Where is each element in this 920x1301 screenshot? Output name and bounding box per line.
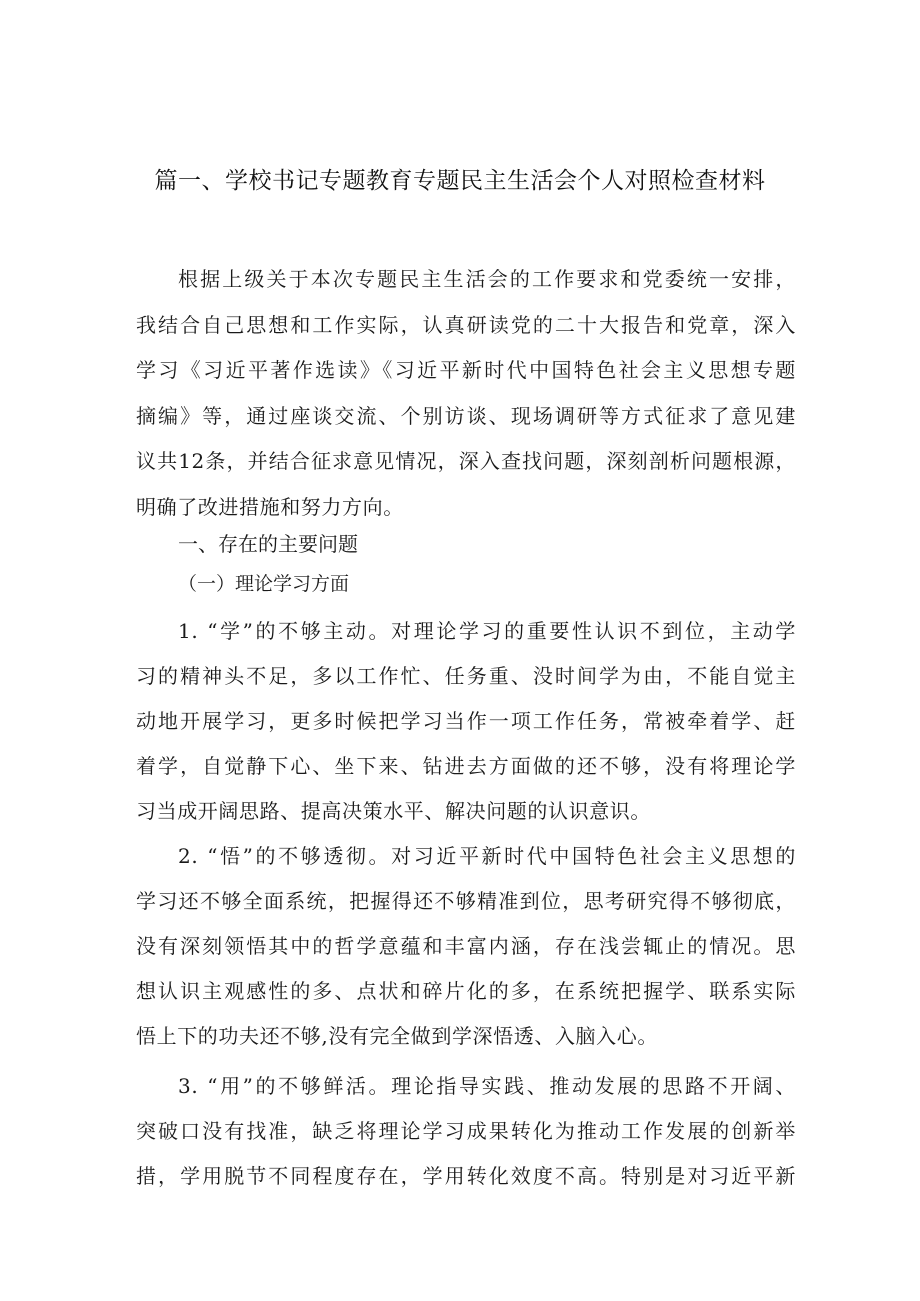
intro-line-4: 摘编》等，通过座谈交流、个别访谈、现场调研等方式征求了意见建: [136, 404, 796, 428]
intro-line-6: 明确了改进措施和努力方向。: [136, 495, 404, 519]
intro-line-1: 根据上级关于本次专题民主生活会的工作要求和党委统一安排，: [178, 267, 796, 291]
intro-line-5: 议共12条，并结合征求意见情况，深入查找问题，深刻剖析问题根源，: [136, 449, 796, 473]
subsection-heading: （一）理论学习方面: [178, 573, 350, 595]
item1-line-4: 着学，自觉静下心、坐下来、钻进去方面做的还不够，没有将理论学: [136, 754, 796, 778]
intro-line-2: 我结合自己思想和工作实际，认真研读党的二十大报告和党章，深入: [136, 313, 796, 337]
item3-line-3: 措，学用脱节不同程度存在，学用转化效度不高。特别是对习近平新: [136, 1164, 796, 1188]
item2-line-5: 悟上下的功夫还不够,没有完全做到学深悟透、入脑入心。: [136, 1024, 658, 1048]
section-heading: 一、存在的主要问题: [178, 532, 358, 556]
item2-line-4: 想认识主观感性的多、点状和碎片化的多，在系统把握学、联系实际: [136, 979, 796, 1003]
item2-line-2: 学习还不够全面系统，把握得还不够精准到位，思考研究得不够彻底，: [136, 889, 796, 913]
item2-line-1: 2. “悟”的不够透彻。对习近平新时代中国特色社会主义思想的: [178, 844, 796, 868]
item2-line-3: 没有深刻领悟其中的哲学意蕴和丰富内涵，存在浅尝辄止的情况。思: [136, 934, 796, 958]
item1-line-3: 动地开展学习，更多时候把学习当作一项工作任务，常被牵着学、赶: [136, 709, 796, 733]
document-title: 篇一、学校书记专题教育专题民主生活会个人对照检查材料: [154, 168, 766, 194]
item1-line-5: 习当成开阔思路、提高决策水平、解决问题的认识意识。: [136, 799, 651, 823]
item3-line-1: 3. “用”的不够鲜活。理论指导实践、推动发展的思路不开阔、: [178, 1074, 796, 1098]
item1-line-1: 1. “学”的不够主动。对理论学习的重要性认识不到位，主动学: [178, 619, 796, 643]
intro-line-3: 学习《习近平著作选读》《习近平新时代中国特色社会主义思想专题: [136, 358, 796, 382]
item3-line-2: 突破口没有找准，缺乏将理论学习成果转化为推动工作发展的创新举: [136, 1119, 796, 1143]
item1-line-2: 习的精神头不足，多以工作忙、任务重、没时间学为由，不能自觉主: [136, 664, 796, 688]
